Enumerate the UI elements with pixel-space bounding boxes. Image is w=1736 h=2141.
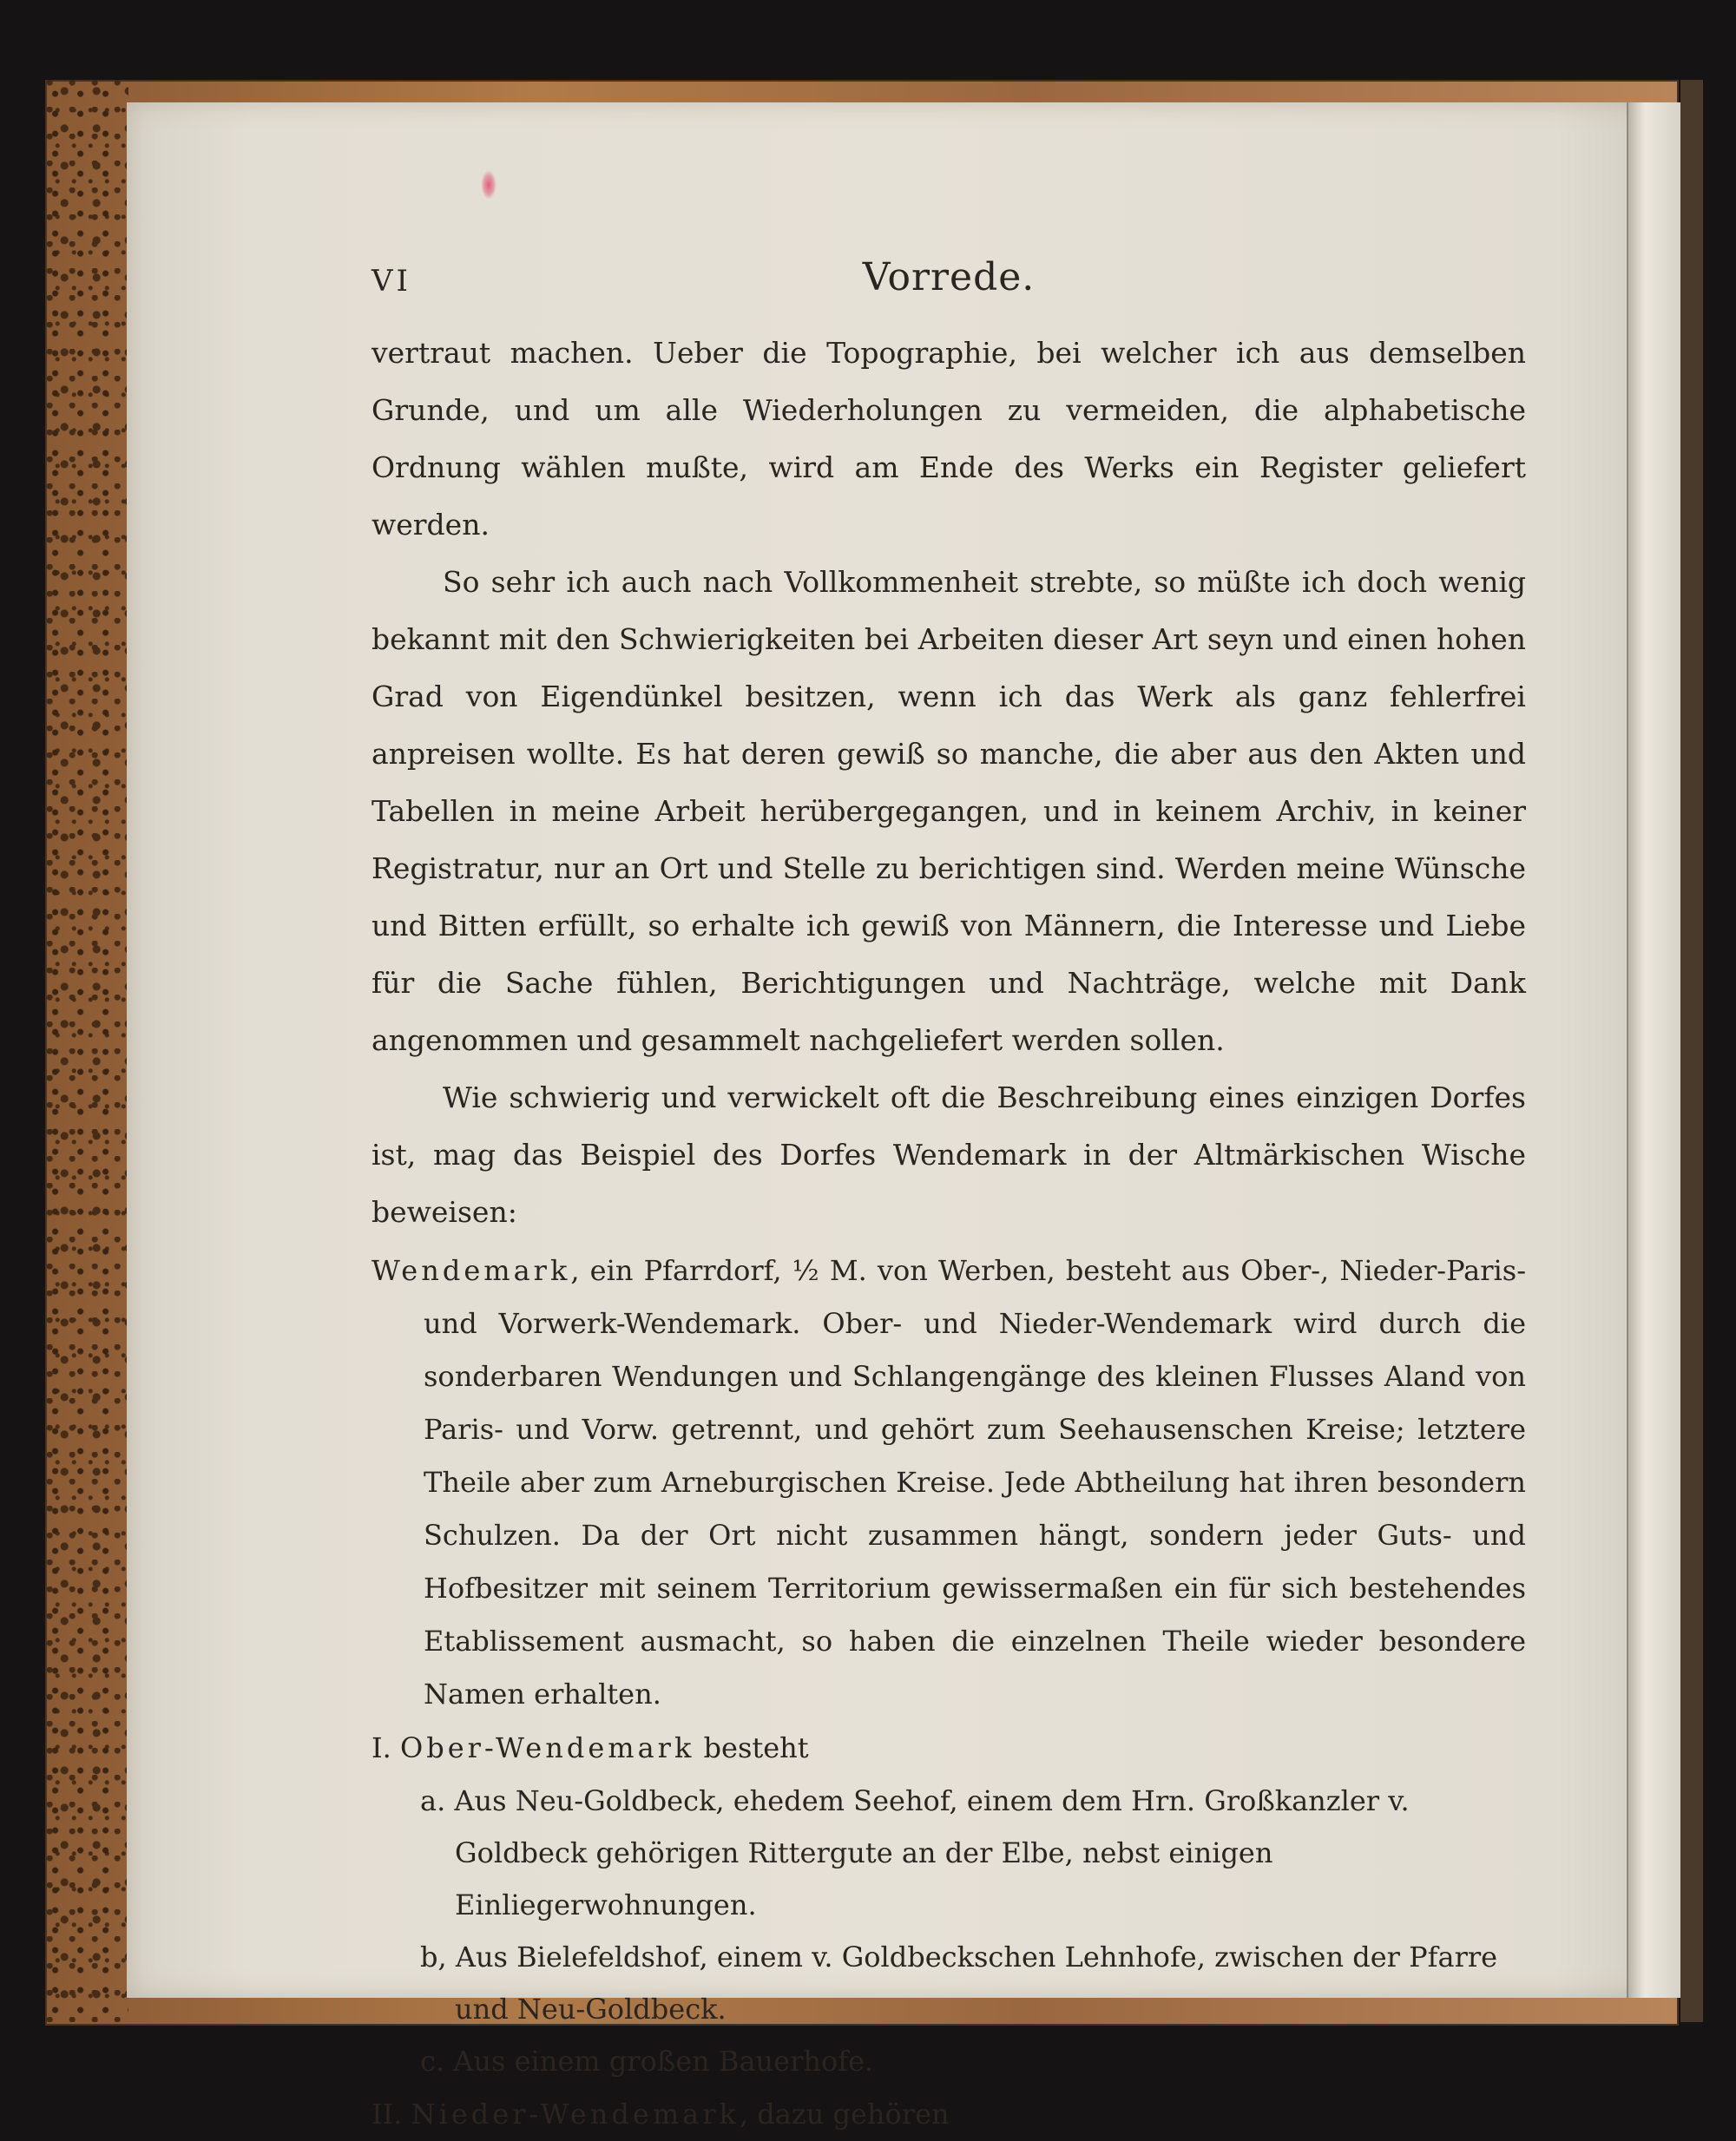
section-2-numeral: II. [372, 2098, 403, 2131]
running-title: Vorrede. [862, 255, 1036, 299]
item-label: b, [420, 1941, 447, 1974]
item-label: a. [420, 1784, 446, 1817]
item-label: c. [420, 2045, 445, 2078]
paragraph-1: vertraut machen. Ueber die Topographie, bei welcher ich aus demselben Grunde, und um alle Wiederholungen zu vermeiden, die alphabetische Ordnung wählen mußte, wird am Ende des Werks ein Register geliefert werden. [372, 336, 1526, 542]
item-text: Aus einem großen Bauerhofe. [453, 2045, 874, 2078]
facing-page-edge [1680, 80, 1703, 2022]
section-1-name: Ober-Wendemark [399, 1731, 695, 1764]
item-text: Aus Bielefeldshof, einem v. Goldbeckschen Lehnhofe, zwischen der Pfarre und Neu-Goldbeck. [455, 1941, 1498, 2026]
section-1-heading [372, 1721, 1526, 1775]
entry-headword: Wendemark [372, 1254, 571, 1287]
cover-speckle-texture [45, 80, 128, 2022]
paragraph-3: Wie schwierig und verwickelt oft die Beschreibung eines einzigen Dorfes ist, mag das Beispiel des Dorfes Wendemark in der Altmärkischen Wische beweisen: [372, 1080, 1526, 1229]
ink-stain [481, 170, 496, 200]
section-2-heading [372, 2087, 1526, 2141]
list-item [372, 2035, 1526, 2087]
list-item [372, 1931, 1526, 2035]
paragraph-2: So sehr ich auch nach Vollkommenheit strebte, so müßte ich doch wenig bekannt mit den Schwierigkeiten bei Arbeiten dieser Art seyn und einen hohen Grad von Eigendünkel besitzen, wenn ich das Werk als ganz fehlerfrei anpreisen wollte. Es hat deren gewiß so manche, die aber aus den Akten und Tabellen in meine Arbeit herübergegangen, und in keinem Archiv, in keiner Registratur, nur an Ort und Stelle zu berichtigen sind. Werden meine Wünsche und Bitten erfüllt, so erhalte ich gewiß von Männern, die Interesse und Liebe für die Sache fühlen, Berichtigungen und Nachträge, welche mit Dank angenommen und gesammelt nachgeliefert werden sollen. [372, 565, 1526, 1057]
page-header [372, 248, 1526, 304]
section-2-rest: , dazu gehören [739, 2098, 950, 2131]
section-1-numeral: I. [372, 1731, 391, 1764]
page-gutter [1627, 102, 1682, 1998]
item-text: Aus Neu-Goldbeck, ehedem Seehof, einem dem Hrn. Großkanzler v. Goldbeck gehörigen Rittergute an der Elbe, nebst einigen Einliegerwohnungen. [454, 1784, 1410, 1921]
section-1-rest: besteht [694, 1731, 809, 1764]
page-text [372, 248, 1526, 2141]
gazetteer-entry [372, 1245, 1526, 1721]
entry-text: , ein Pfarrdorf, ½ M. von Werben, besteht aus Ober-, Nieder-Paris- und Vorwerk-Wendemark. Ober- und Nieder-Wendemark wird durch die sonderbaren Wendungen und Schlangengänge des kleinen Flusses Aland von Paris- und Vorw. getrennt, und gehört zum Seehausenschen Kreise; letztere Theile aber zum Arneburgischen Kreise. Jede Abtheilung hat ihren besondern Schulzen. Da der Ort nicht zusammen hängt, sondern jeder Guts- und Hofbesitzer mit seinem Territorium gewissermaßen ein für sich bestehendes Etablissement ausmacht, so haben die einzelnen Theile wieder besondere Namen erhalten. [424, 1254, 1526, 1711]
section-2-name: Nieder-Wendemark [411, 2098, 740, 2131]
list-item [372, 1775, 1526, 1931]
page-number: VI [372, 264, 411, 299]
